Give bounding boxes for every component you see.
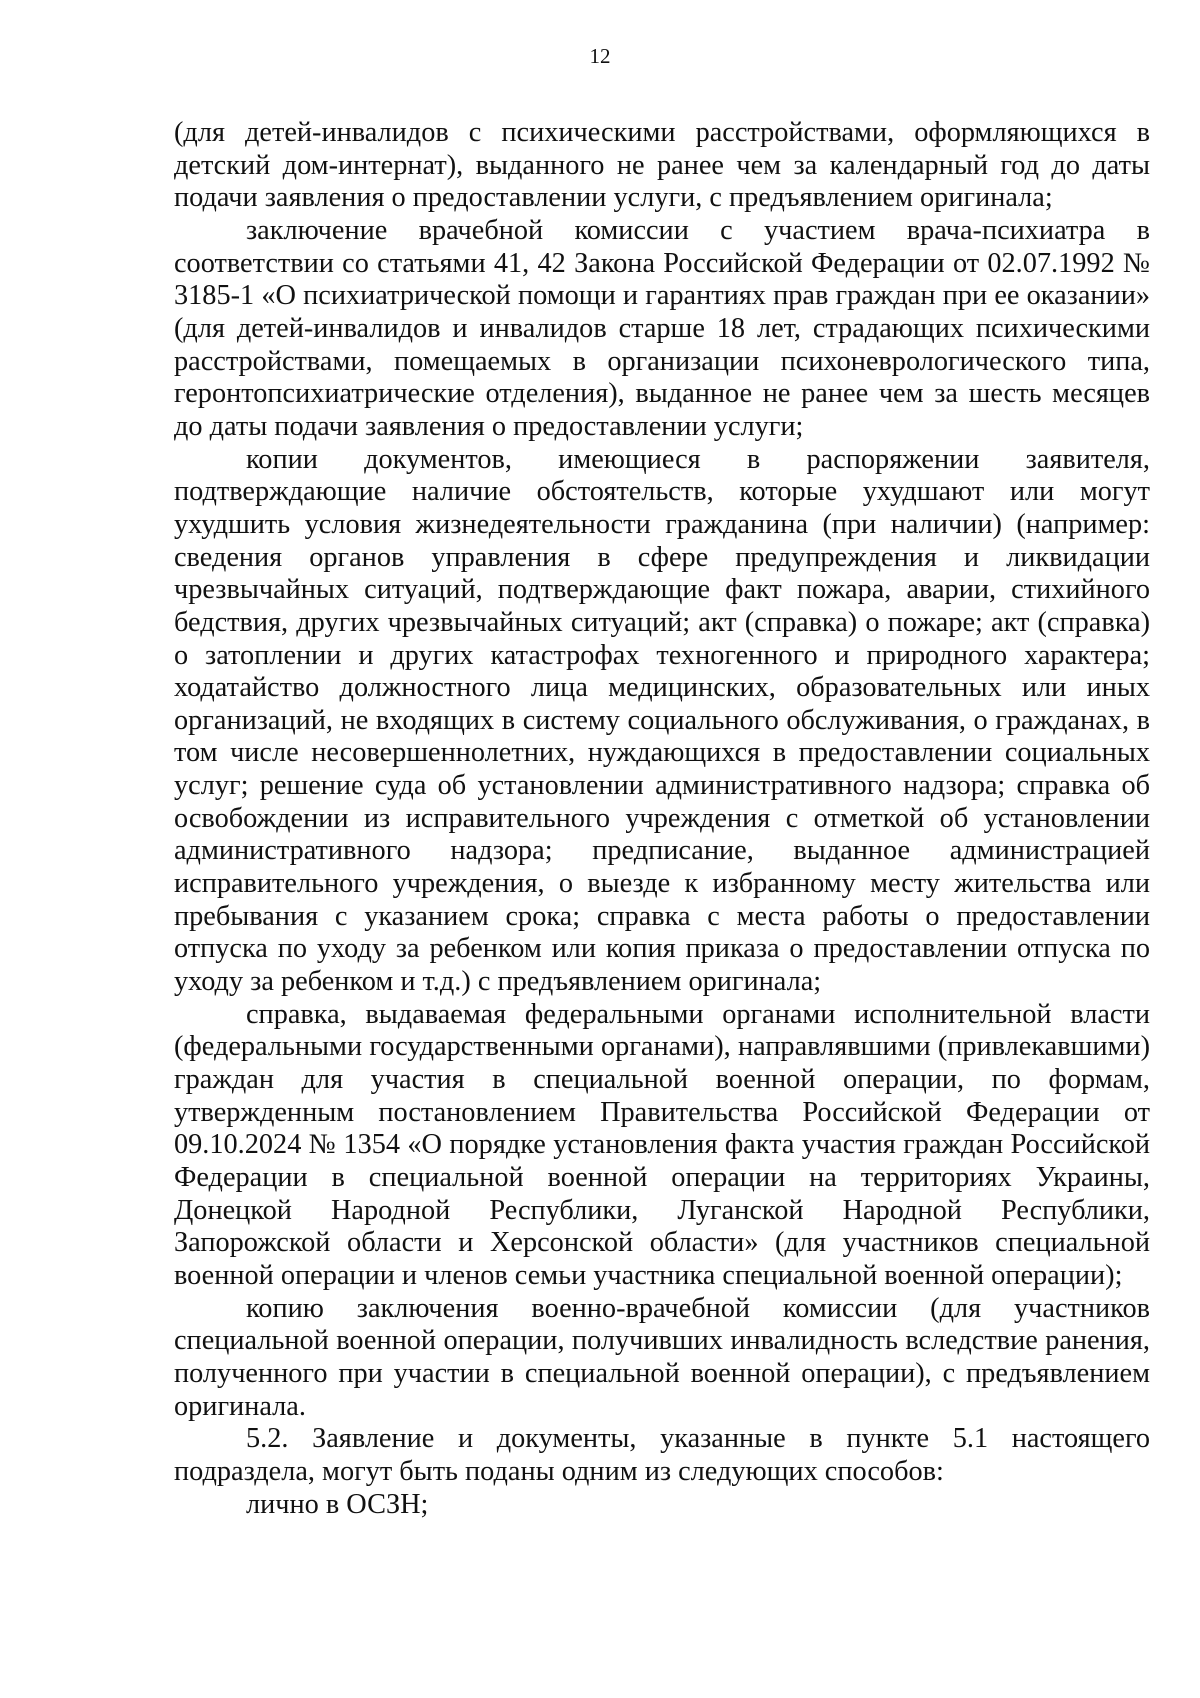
paragraph-document-copies: копии документов, имеющиеся в распоряжении заявителя, подтверждающие наличие обстоятельств, которые ухудшают или могут ухудшить условия жизнедеятельности гражданина (при наличии) (например: сведения органов управления в сфере предупреждения и ликвидации чрезвычайных ситуаций, подтверждающие факт пожара, аварии, стихийного бедствия, других чрезвычайных ситуаций; акт (справка) о пожаре; акт (справка) о затоплении и других катастрофах техногенного и природного характера; ходатайство должностного лица медицинских, образовательных или иных организаций, не входящих в систему социального обслуживания, о гражданах, в том числе несовершеннолетних, нуждающихся в предоставлении социальных услуг; решение суда об установлении административного надзора; справка об освобождении из исправительного учреждения с отметкой об установлении административного надзора; предписание, выданное администрацией исправительного учреждения, о выезде к избранному месту жительства или пребывания с указанием срока; справка с места работы о предоставлении отпуска по уходу за ребенком или копия приказа о предоставлении отпуска по уходу за ребенком и т.д.) с предъявлением оригинала; — [174, 443, 1150, 998]
paragraph-medical-commission: копию заключения военно-врачебной комиссии (для участников специальной военной операции, получивших инвалидность вследствие ранения, полученного при участии в специальной военной операции), с предъявлением оригинала. — [174, 1292, 1150, 1422]
paragraph-submission-methods: 5.2. Заявление и документы, указанные в пункте 5.1 настоящего подраздела, могут быть поданы одним из следующих способов: — [174, 1423, 1150, 1487]
page-number: 12 — [589, 44, 611, 68]
paragraph-continuation: (для детей-инвалидов с психическими расстройствами, оформляющихся в детский дом-интернат), выданного не ранее чем за календарный год до даты подачи заявления о предоставлении услуги, с предъявлением оригинала; — [174, 117, 1150, 214]
paragraph-in-person: лично в ОСЗН; — [246, 1488, 429, 1520]
document-body — [174, 117, 1150, 1521]
paragraph-psychiatric-conclusion: заключение врачебной комиссии с участием врача-психиатра в соответствии со статьями 41, 42 Закона Российской Федерации от 02.07.1992 № 3185-1 «О психиатрической помощи и гарантиях прав граждан при ее оказании» (для детей-инвалидов и инвалидов старше 18 лет, страдающих психическими расстройствами, помещаемых в организации психоневрологического типа, геронтопсихиатрические отделения), выданное не ранее чем за шесть месяцев до даты подачи заявления о предоставлении услуги; — [174, 214, 1150, 442]
paragraph-svo-certificate: справка, выдаваемая федеральными органами исполнительной власти (федеральными государственными органами), направлявшими (привлекавшими) граждан для участия в специальной военной операции, по формам, утвержденным постановлением Правительства Российской Федерации от 09.10.2024 № 1354 «О порядке установления факта участия граждан Российской Федерации в специальной военной операции на территориях Украины, Донецкой Народной Республики, Луганской Народной Республики, Запорожской области и Херсонской области» (для участников специальной военной операции и членов семьи участника специальной военной операции); — [174, 998, 1150, 1291]
